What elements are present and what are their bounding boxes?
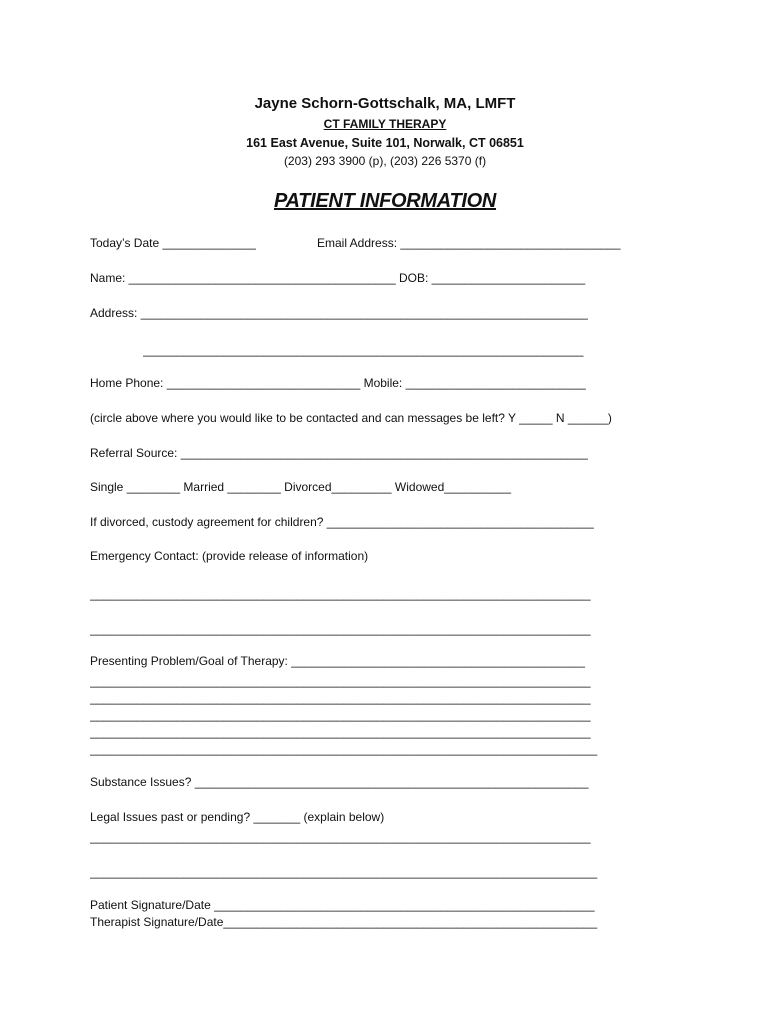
substance-issues-field[interactable]: Substance Issues? ___________________________________________________________: [90, 775, 589, 789]
email-address-field[interactable]: Email Address: _________________________________: [317, 236, 621, 250]
name-dob-field[interactable]: Name: ________________________________________ DOB: _______________________: [90, 271, 586, 285]
practice-phones: (203) 293 3900 (p), (203) 226 5370 (f): [283, 154, 487, 168]
presenting-problem-line-3[interactable]: ___________________________________________________________________________: [90, 708, 591, 722]
presenting-problem-line-1[interactable]: ___________________________________________________________________________: [90, 674, 591, 688]
phones-field[interactable]: Home Phone: _____________________________ Mobile: ___________________________: [90, 376, 586, 390]
form-title: PATIENT INFORMATION: [273, 190, 497, 212]
presenting-problem-line-5[interactable]: ____________________________________________________________________________: [90, 742, 598, 756]
presenting-problem-field[interactable]: Presenting Problem/Goal of Therapy: ____________________________________________: [90, 654, 585, 668]
legal-issues-field[interactable]: Legal Issues past or pending? _______ (explain below): [90, 810, 385, 824]
legal-issues-line-2[interactable]: ____________________________________________________________________________: [90, 865, 598, 879]
emergency-contact-line-1[interactable]: ___________________________________________________________________________: [90, 587, 591, 601]
referral-source-field[interactable]: Referral Source: _____________________________________________________________: [90, 446, 588, 460]
marital-status-field[interactable]: Single ________ Married ________ Divorced_________ Widowed__________: [90, 480, 511, 494]
contact-preference-field[interactable]: (circle above where you would like to be contacted and can messages be left? Y _____ N ______): [90, 411, 612, 425]
todays-date-field[interactable]: Today’s Date ______________: [90, 236, 256, 250]
emergency-contact-label: Emergency Contact: (provide release of information): [90, 549, 369, 563]
presenting-problem-line-2[interactable]: ___________________________________________________________________________: [90, 691, 591, 705]
address-line-2-field[interactable]: __________________________________________________________________: [143, 343, 584, 357]
patient-signature-field[interactable]: Patient Signature/Date _________________________________________________________: [90, 898, 595, 912]
emergency-contact-line-2[interactable]: ___________________________________________________________________________: [90, 622, 591, 636]
legal-issues-line-1[interactable]: ___________________________________________________________________________: [90, 830, 591, 844]
therapist-signature-field[interactable]: Therapist Signature/Date________________________________________________________: [90, 915, 598, 929]
presenting-problem-line-4[interactable]: ___________________________________________________________________________: [90, 725, 591, 739]
therapist-name: Jayne Schorn-Gottschalk, MA, LMFT: [254, 95, 516, 112]
address-field[interactable]: Address: ___________________________________________________________________: [90, 306, 588, 320]
practice-address: 161 East Avenue, Suite 101, Norwalk, CT 06851: [246, 136, 524, 150]
practice-name: CT FAMILY THERAPY: [323, 117, 447, 131]
custody-field[interactable]: If divorced, custody agreement for children? ________________________________________: [90, 515, 594, 529]
